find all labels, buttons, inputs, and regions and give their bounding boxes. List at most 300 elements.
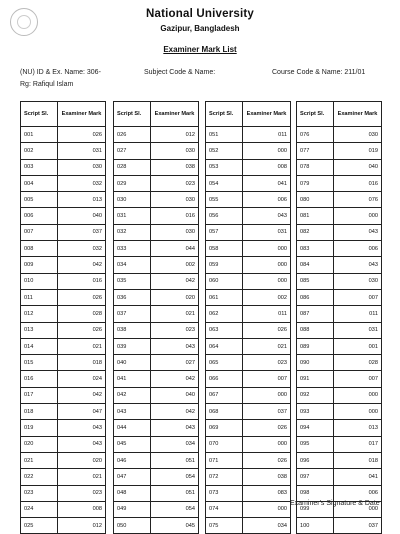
examiner-mark-cell: 000 bbox=[243, 273, 291, 289]
examiner-mark-cell: 043 bbox=[334, 224, 382, 240]
table-row bbox=[21, 322, 106, 338]
examiner-mark-cell: 008 bbox=[58, 501, 106, 517]
table-row bbox=[206, 306, 291, 322]
table-row bbox=[206, 404, 291, 420]
table-row bbox=[206, 420, 291, 436]
examiner-name-label: Rg: Rafiqul Islam bbox=[20, 81, 74, 88]
examiner-mark-cell: 043 bbox=[243, 208, 291, 224]
examiner-mark-cell: 000 bbox=[334, 387, 382, 403]
script-sl-cell: 026 bbox=[114, 127, 151, 143]
script-sl-cell: 083 bbox=[297, 241, 334, 257]
table-row bbox=[206, 208, 291, 224]
table-row bbox=[297, 289, 382, 305]
table-row bbox=[297, 273, 382, 289]
table-row bbox=[206, 371, 291, 387]
table-row bbox=[297, 436, 382, 452]
examiner-mark-cell: 026 bbox=[58, 127, 106, 143]
examiner-mark-cell: 002 bbox=[151, 257, 199, 273]
mark-table-1 bbox=[20, 101, 106, 534]
script-sl-cell: 061 bbox=[206, 289, 243, 305]
script-sl-cell: 016 bbox=[21, 371, 58, 387]
script-sl-cell: 077 bbox=[297, 143, 334, 159]
script-sl-cell: 058 bbox=[206, 241, 243, 257]
table-row bbox=[206, 175, 291, 191]
script-sl-cell: 100 bbox=[297, 518, 334, 534]
examiner-mark-cell: 006 bbox=[243, 192, 291, 208]
examiner-mark-cell: 008 bbox=[243, 159, 291, 175]
table-row bbox=[21, 175, 106, 191]
table-row bbox=[297, 159, 382, 175]
column-header-script-sl: Script Sl. bbox=[297, 102, 334, 127]
table-row bbox=[21, 452, 106, 468]
examiner-mark-cell: 045 bbox=[151, 518, 199, 534]
script-sl-cell: 047 bbox=[114, 469, 151, 485]
table-row bbox=[114, 387, 199, 403]
script-sl-cell: 084 bbox=[297, 257, 334, 273]
table-row bbox=[114, 420, 199, 436]
script-sl-cell: 094 bbox=[297, 420, 334, 436]
table-row bbox=[114, 159, 199, 175]
script-sl-cell: 050 bbox=[114, 518, 151, 534]
examiner-mark-cell: 030 bbox=[58, 159, 106, 175]
table-row bbox=[114, 143, 199, 159]
subject-label: Subject Code & Name: bbox=[144, 69, 216, 76]
script-sl-cell: 081 bbox=[297, 208, 334, 224]
table-row bbox=[114, 501, 199, 517]
table-row bbox=[206, 469, 291, 485]
script-sl-cell: 078 bbox=[297, 159, 334, 175]
examiner-mark-cell: 054 bbox=[151, 469, 199, 485]
script-sl-cell: 005 bbox=[21, 192, 58, 208]
examiner-mark-cell: 027 bbox=[151, 355, 199, 371]
table-row bbox=[114, 192, 199, 208]
examiner-mark-cell: 034 bbox=[243, 518, 291, 534]
script-sl-cell: 017 bbox=[21, 387, 58, 403]
examiner-mark-cell: 028 bbox=[334, 355, 382, 371]
script-sl-cell: 032 bbox=[114, 224, 151, 240]
table-row bbox=[114, 224, 199, 240]
script-sl-cell: 036 bbox=[114, 289, 151, 305]
table-row bbox=[21, 420, 106, 436]
examiner-mark-cell: 026 bbox=[243, 322, 291, 338]
examiner-mark-cell: 020 bbox=[151, 289, 199, 305]
examiner-mark-cell: 007 bbox=[334, 371, 382, 387]
examiner-mark-cell: 013 bbox=[58, 192, 106, 208]
script-sl-cell: 067 bbox=[206, 387, 243, 403]
examiner-mark-cell: 000 bbox=[243, 501, 291, 517]
script-sl-cell: 099 bbox=[297, 501, 334, 517]
table-row bbox=[114, 469, 199, 485]
table-row bbox=[206, 518, 291, 534]
table-row bbox=[297, 355, 382, 371]
script-sl-cell: 010 bbox=[21, 273, 58, 289]
examiner-mark-cell: 007 bbox=[334, 289, 382, 305]
script-sl-cell: 033 bbox=[114, 241, 151, 257]
examiner-mark-cell: 021 bbox=[243, 338, 291, 354]
table-row bbox=[206, 289, 291, 305]
script-sl-cell: 038 bbox=[114, 322, 151, 338]
table-row bbox=[206, 355, 291, 371]
examiner-id-label: (NU) ID & Ex. Name: 306- bbox=[20, 69, 101, 76]
examiner-mark-cell: 016 bbox=[58, 273, 106, 289]
script-sl-cell: 086 bbox=[297, 289, 334, 305]
examiner-mark-cell: 016 bbox=[334, 175, 382, 191]
table-row bbox=[21, 485, 106, 501]
script-sl-cell: 054 bbox=[206, 175, 243, 191]
table-row bbox=[21, 371, 106, 387]
table-row bbox=[206, 127, 291, 143]
table-row bbox=[206, 273, 291, 289]
table-row bbox=[21, 159, 106, 175]
script-sl-cell: 057 bbox=[206, 224, 243, 240]
script-sl-cell: 034 bbox=[114, 257, 151, 273]
script-sl-cell: 043 bbox=[114, 404, 151, 420]
table-row bbox=[114, 355, 199, 371]
script-sl-cell: 013 bbox=[21, 322, 58, 338]
table-row bbox=[21, 224, 106, 240]
table-row bbox=[114, 436, 199, 452]
table-row bbox=[21, 355, 106, 371]
script-sl-cell: 014 bbox=[21, 338, 58, 354]
script-sl-cell: 090 bbox=[297, 355, 334, 371]
script-sl-cell: 069 bbox=[206, 420, 243, 436]
examiner-mark-cell: 041 bbox=[334, 469, 382, 485]
examiner-mark-cell: 031 bbox=[58, 143, 106, 159]
script-sl-cell: 093 bbox=[297, 404, 334, 420]
script-sl-cell: 091 bbox=[297, 371, 334, 387]
table-row bbox=[21, 241, 106, 257]
column-header-examiner-mark: Examiner Mark bbox=[58, 102, 106, 127]
table-row bbox=[206, 143, 291, 159]
examiner-mark-cell: 024 bbox=[58, 371, 106, 387]
script-sl-cell: 030 bbox=[114, 192, 151, 208]
examiner-mark-cell: 012 bbox=[58, 518, 106, 534]
script-sl-cell: 048 bbox=[114, 485, 151, 501]
table-row bbox=[114, 289, 199, 305]
examiner-mark-cell: 021 bbox=[151, 306, 199, 322]
table-row bbox=[114, 257, 199, 273]
mark-table-2 bbox=[113, 101, 199, 534]
examiner-mark-cell: 030 bbox=[151, 224, 199, 240]
table-row bbox=[21, 208, 106, 224]
examiner-mark-cell: 043 bbox=[151, 420, 199, 436]
examiner-mark-cell: 041 bbox=[243, 175, 291, 191]
script-sl-cell: 070 bbox=[206, 436, 243, 452]
examiner-mark-cell: 043 bbox=[334, 257, 382, 273]
table-row bbox=[297, 306, 382, 322]
examiner-mark-cell: 043 bbox=[58, 436, 106, 452]
examiner-mark-cell: 018 bbox=[334, 452, 382, 468]
table-row bbox=[206, 501, 291, 517]
table-row bbox=[114, 452, 199, 468]
script-sl-cell: 053 bbox=[206, 159, 243, 175]
examiner-mark-cell: 040 bbox=[58, 208, 106, 224]
examiner-mark-cell: 006 bbox=[334, 485, 382, 501]
examiner-mark-cell: 023 bbox=[151, 322, 199, 338]
script-sl-cell: 019 bbox=[21, 420, 58, 436]
table-row bbox=[21, 257, 106, 273]
examiner-mark-cell: 018 bbox=[58, 355, 106, 371]
script-sl-cell: 065 bbox=[206, 355, 243, 371]
script-sl-cell: 039 bbox=[114, 338, 151, 354]
examiner-mark-cell: 000 bbox=[243, 387, 291, 403]
script-sl-cell: 041 bbox=[114, 371, 151, 387]
table-row bbox=[297, 322, 382, 338]
mark-table-4 bbox=[296, 101, 382, 534]
examiner-mark-cell: 076 bbox=[334, 192, 382, 208]
examiner-mark-cell: 042 bbox=[58, 257, 106, 273]
examiner-mark-cell: 023 bbox=[151, 175, 199, 191]
table-row bbox=[114, 404, 199, 420]
table-row bbox=[297, 241, 382, 257]
table-row bbox=[206, 192, 291, 208]
table-row bbox=[297, 387, 382, 403]
table-row bbox=[21, 338, 106, 354]
examiner-mark-cell: 026 bbox=[243, 452, 291, 468]
script-sl-cell: 004 bbox=[21, 175, 58, 191]
examiner-mark-cell: 001 bbox=[334, 338, 382, 354]
script-sl-cell: 079 bbox=[297, 175, 334, 191]
table-row bbox=[206, 338, 291, 354]
script-sl-cell: 066 bbox=[206, 371, 243, 387]
examiner-mark-cell: 040 bbox=[151, 387, 199, 403]
examiner-mark-cell: 007 bbox=[243, 371, 291, 387]
script-sl-cell: 089 bbox=[297, 338, 334, 354]
examiner-mark-cell: 040 bbox=[334, 159, 382, 175]
script-sl-cell: 051 bbox=[206, 127, 243, 143]
script-sl-cell: 025 bbox=[21, 518, 58, 534]
table-row bbox=[114, 371, 199, 387]
examiner-mark-cell: 000 bbox=[334, 501, 382, 517]
table-row bbox=[21, 143, 106, 159]
table-row bbox=[297, 469, 382, 485]
script-sl-cell: 012 bbox=[21, 306, 58, 322]
table-row bbox=[21, 289, 106, 305]
script-sl-cell: 044 bbox=[114, 420, 151, 436]
script-sl-cell: 097 bbox=[297, 469, 334, 485]
column-header-script-sl: Script Sl. bbox=[21, 102, 58, 127]
table-row bbox=[114, 208, 199, 224]
script-sl-cell: 059 bbox=[206, 257, 243, 273]
table-row bbox=[297, 420, 382, 436]
table-row bbox=[114, 306, 199, 322]
examiner-mark-cell: 020 bbox=[58, 452, 106, 468]
table-row bbox=[114, 485, 199, 501]
script-sl-cell: 082 bbox=[297, 224, 334, 240]
table-row bbox=[206, 436, 291, 452]
table-row bbox=[297, 224, 382, 240]
table-row bbox=[297, 175, 382, 191]
script-sl-cell: 035 bbox=[114, 273, 151, 289]
table-row bbox=[21, 404, 106, 420]
table-row bbox=[206, 387, 291, 403]
script-sl-cell: 018 bbox=[21, 404, 58, 420]
examiner-mark-cell: 030 bbox=[151, 143, 199, 159]
table-row bbox=[114, 322, 199, 338]
script-sl-cell: 040 bbox=[114, 355, 151, 371]
script-sl-cell: 049 bbox=[114, 501, 151, 517]
examiner-mark-cell: 030 bbox=[151, 192, 199, 208]
examiner-mark-cell: 026 bbox=[58, 289, 106, 305]
examiner-mark-cell: 000 bbox=[243, 143, 291, 159]
examiner-mark-cell: 000 bbox=[243, 241, 291, 257]
examiner-mark-cell: 026 bbox=[243, 420, 291, 436]
table-row bbox=[297, 404, 382, 420]
examiner-mark-cell: 032 bbox=[58, 241, 106, 257]
examiner-mark-cell: 031 bbox=[243, 224, 291, 240]
script-sl-cell: 046 bbox=[114, 452, 151, 468]
examiner-mark-cell: 083 bbox=[243, 485, 291, 501]
script-sl-cell: 096 bbox=[297, 452, 334, 468]
examiner-mark-cell: 023 bbox=[243, 355, 291, 371]
examiner-mark-cell: 037 bbox=[243, 404, 291, 420]
examiner-mark-cell: 031 bbox=[334, 322, 382, 338]
table-row bbox=[114, 273, 199, 289]
examiner-mark-cell: 042 bbox=[58, 387, 106, 403]
script-sl-cell: 062 bbox=[206, 306, 243, 322]
table-row bbox=[114, 127, 199, 143]
script-sl-cell: 076 bbox=[297, 127, 334, 143]
examiner-mark-cell: 037 bbox=[58, 224, 106, 240]
script-sl-cell: 063 bbox=[206, 322, 243, 338]
script-sl-cell: 002 bbox=[21, 143, 58, 159]
examiner-mark-cell: 038 bbox=[243, 469, 291, 485]
table-row bbox=[297, 192, 382, 208]
examiner-mark-cell: 054 bbox=[151, 501, 199, 517]
table-row bbox=[21, 306, 106, 322]
examiner-mark-cell: 047 bbox=[58, 404, 106, 420]
table-row bbox=[21, 469, 106, 485]
examiner-mark-cell: 037 bbox=[334, 518, 382, 534]
university-location: Gazipur, Bangladesh bbox=[160, 24, 240, 33]
table-row bbox=[297, 371, 382, 387]
script-sl-cell: 075 bbox=[206, 518, 243, 534]
script-sl-cell: 001 bbox=[21, 127, 58, 143]
table-row bbox=[297, 452, 382, 468]
table-row bbox=[206, 452, 291, 468]
script-sl-cell: 003 bbox=[21, 159, 58, 175]
examiner-mark-cell: 038 bbox=[151, 159, 199, 175]
examiner-mark-cell: 011 bbox=[243, 127, 291, 143]
examiner-mark-cell: 042 bbox=[151, 273, 199, 289]
examiner-mark-cell: 000 bbox=[243, 436, 291, 452]
table-row bbox=[297, 143, 382, 159]
examiner-mark-cell: 028 bbox=[58, 306, 106, 322]
script-sl-cell: 031 bbox=[114, 208, 151, 224]
examiner-mark-cell: 000 bbox=[334, 404, 382, 420]
examiner-mark-cell: 030 bbox=[334, 273, 382, 289]
script-sl-cell: 028 bbox=[114, 159, 151, 175]
table-row bbox=[297, 257, 382, 273]
examiner-mark-cell: 000 bbox=[243, 257, 291, 273]
table-row bbox=[114, 338, 199, 354]
examiner-mark-cell: 051 bbox=[151, 452, 199, 468]
table-row bbox=[206, 322, 291, 338]
script-sl-cell: 020 bbox=[21, 436, 58, 452]
table-row bbox=[297, 338, 382, 354]
examiner-mark-cell: 021 bbox=[58, 469, 106, 485]
table-row bbox=[114, 518, 199, 534]
table-row bbox=[21, 436, 106, 452]
examiner-mark-cell: 011 bbox=[334, 306, 382, 322]
script-sl-cell: 045 bbox=[114, 436, 151, 452]
script-sl-cell: 024 bbox=[21, 501, 58, 517]
university-name: National University bbox=[146, 8, 254, 20]
column-header-script-sl: Script Sl. bbox=[114, 102, 151, 127]
script-sl-cell: 098 bbox=[297, 485, 334, 501]
script-sl-cell: 085 bbox=[297, 273, 334, 289]
table-row bbox=[297, 485, 382, 501]
examiner-mark-cell: 016 bbox=[151, 208, 199, 224]
course-label: Course Code & Name: 211/01 bbox=[272, 69, 366, 76]
examiner-mark-cell: 042 bbox=[151, 371, 199, 387]
column-header-examiner-mark: Examiner Mark bbox=[243, 102, 291, 127]
table-row bbox=[21, 273, 106, 289]
document-title: Examiner Mark List bbox=[163, 45, 237, 54]
script-sl-cell: 021 bbox=[21, 452, 58, 468]
examiner-mark-cell: 043 bbox=[58, 420, 106, 436]
table-row bbox=[21, 518, 106, 534]
script-sl-cell: 068 bbox=[206, 404, 243, 420]
table-row bbox=[21, 387, 106, 403]
table-row bbox=[114, 175, 199, 191]
examiner-mark-cell: 032 bbox=[58, 175, 106, 191]
table-row bbox=[206, 485, 291, 501]
examiner-mark-cell: 043 bbox=[151, 338, 199, 354]
script-sl-cell: 027 bbox=[114, 143, 151, 159]
script-sl-cell: 008 bbox=[21, 241, 58, 257]
script-sl-cell: 073 bbox=[206, 485, 243, 501]
column-header-examiner-mark: Examiner Mark bbox=[151, 102, 199, 127]
script-sl-cell: 087 bbox=[297, 306, 334, 322]
script-sl-cell: 072 bbox=[206, 469, 243, 485]
script-sl-cell: 060 bbox=[206, 273, 243, 289]
examiner-mark-cell: 023 bbox=[58, 485, 106, 501]
table-row bbox=[206, 241, 291, 257]
script-sl-cell: 088 bbox=[297, 322, 334, 338]
script-sl-cell: 042 bbox=[114, 387, 151, 403]
examiner-mark-cell: 021 bbox=[58, 338, 106, 354]
table-row bbox=[114, 241, 199, 257]
table-row bbox=[297, 127, 382, 143]
script-sl-cell: 074 bbox=[206, 501, 243, 517]
script-sl-cell: 055 bbox=[206, 192, 243, 208]
examiner-mark-cell: 019 bbox=[334, 143, 382, 159]
examiner-mark-cell: 030 bbox=[334, 127, 382, 143]
column-header-examiner-mark: Examiner Mark bbox=[334, 102, 382, 127]
examiner-mark-cell: 002 bbox=[243, 289, 291, 305]
table-row bbox=[206, 159, 291, 175]
examiner-mark-cell: 011 bbox=[243, 306, 291, 322]
table-row bbox=[297, 518, 382, 534]
table-row bbox=[206, 224, 291, 240]
examiner-mark-cell: 006 bbox=[334, 241, 382, 257]
script-sl-cell: 095 bbox=[297, 436, 334, 452]
table-row bbox=[21, 127, 106, 143]
table-row bbox=[21, 501, 106, 517]
script-sl-cell: 071 bbox=[206, 452, 243, 468]
table-row bbox=[206, 257, 291, 273]
examiner-mark-cell: 017 bbox=[334, 436, 382, 452]
examiner-mark-cell: 012 bbox=[151, 127, 199, 143]
examiner-mark-cell: 044 bbox=[151, 241, 199, 257]
examiner-signature-label: Examiner's Signature & Date bbox=[290, 500, 380, 507]
examiner-mark-cell: 000 bbox=[334, 208, 382, 224]
table-row bbox=[21, 192, 106, 208]
examiner-mark-cell: 013 bbox=[334, 420, 382, 436]
script-sl-cell: 006 bbox=[21, 208, 58, 224]
script-sl-cell: 037 bbox=[114, 306, 151, 322]
